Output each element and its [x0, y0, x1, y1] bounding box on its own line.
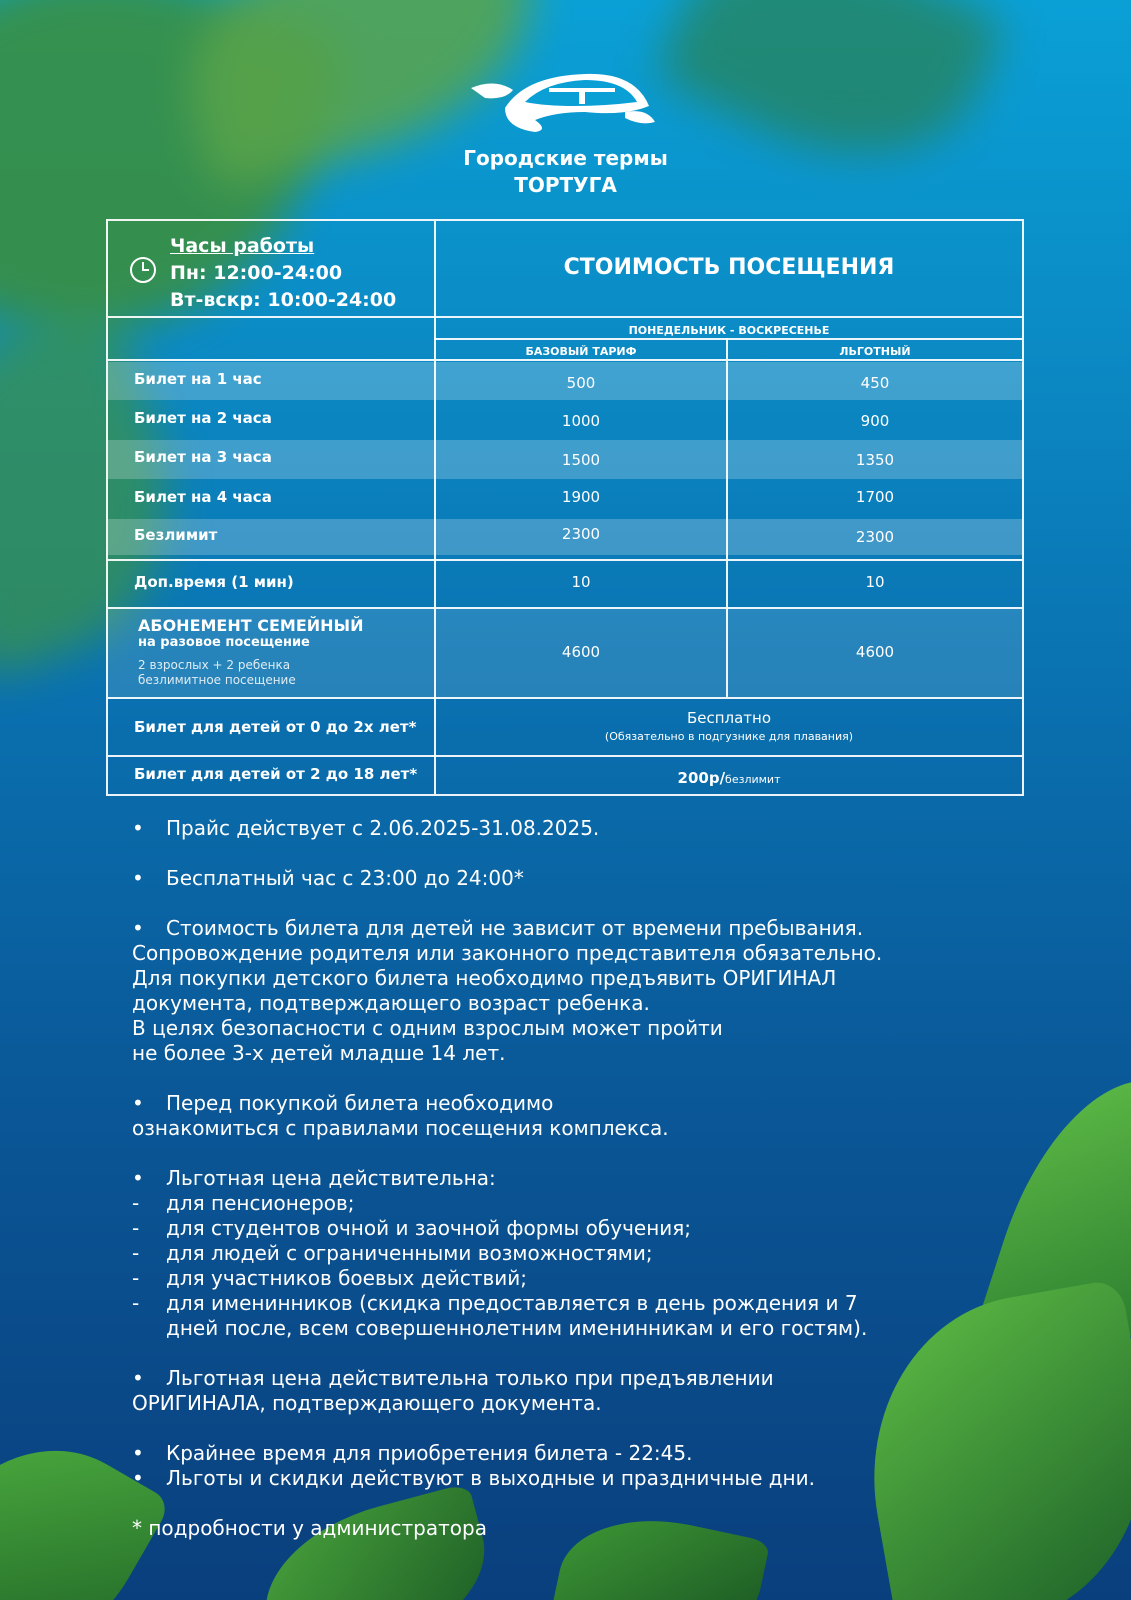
- note-text: В целях безопасности с одним взрослым может пройти: [132, 1016, 723, 1040]
- note-item: [132, 1441, 1012, 1466]
- dash: -: [132, 1266, 140, 1290]
- note-text: Льготы и скидки действуют в выходные и праздничные дни.: [166, 1466, 815, 1490]
- turtle-logo-icon: [465, 68, 665, 138]
- note-text: ОРИГИНАЛА, подтверждающего документа.: [132, 1391, 602, 1415]
- list-item: [132, 1291, 1012, 1316]
- price-discount: 1700: [855, 488, 895, 506]
- price-discount: 1350: [855, 451, 895, 469]
- dash: -: [132, 1241, 140, 1265]
- price-discount: 4600: [855, 643, 895, 661]
- bullet: •: [132, 1166, 144, 1190]
- col-discount-header: ЛЬГОТНЫЙ: [839, 345, 911, 358]
- list-item-continued: [132, 1316, 1012, 1341]
- price-base: 10: [571, 573, 591, 591]
- bullet: •: [132, 866, 144, 890]
- note-text: ознакомиться с правилами посещения комплекса.: [132, 1116, 669, 1140]
- list-item: [132, 1216, 1012, 1241]
- row-label: Билет на 4 часа: [134, 488, 272, 506]
- note-item: [132, 1466, 1012, 1491]
- col-base-header: БАЗОВЫЙ ТАРИФ: [525, 345, 637, 358]
- price-base: 2300: [561, 525, 601, 543]
- price-table: [106, 219, 1024, 796]
- row-label: Билет на 2 часа: [134, 409, 272, 427]
- price-discount: 450: [860, 374, 890, 392]
- brand-line-2: ТОРТУГА: [514, 173, 617, 197]
- kids-free-value: Бесплатно: [686, 709, 772, 727]
- row-label: Билет для детей от 2 до 18 лет*: [134, 765, 418, 783]
- note-item: [132, 916, 1012, 941]
- family-note: безлимитное посещение: [138, 673, 296, 687]
- family-title: АБОНЕМЕНТ СЕМЕЙНЫЙ: [138, 616, 364, 635]
- price-discount: 10: [865, 573, 885, 591]
- note-item: [132, 1166, 1012, 1191]
- brand-name: [0, 145, 1131, 199]
- working-hours: [170, 233, 396, 314]
- bullet: •: [132, 1441, 144, 1465]
- dash: -: [132, 1291, 140, 1315]
- bullet: •: [132, 1091, 144, 1115]
- note-text: документа, подтверждающего возраст ребенка.: [132, 991, 650, 1015]
- bullet: •: [132, 816, 144, 840]
- note-item: [132, 816, 1012, 841]
- note-text: Крайнее время для приобретения билета - 22:45.: [166, 1441, 693, 1465]
- price-discount: 2300: [855, 528, 895, 546]
- brand-line-1: Городские термы: [463, 146, 668, 170]
- family-subtitle: на разовое посещение: [138, 635, 310, 650]
- row-label: Билет для детей от 0 до 2х лет*: [134, 718, 417, 736]
- note-item: [132, 1366, 1012, 1391]
- list-text: для участников боевых действий;: [166, 1266, 528, 1290]
- price-base: 500: [566, 374, 596, 392]
- hours-monday: Пн: 12:00-24:00: [170, 262, 343, 284]
- note-text: Прайс действует с 2.06.2025-31.08.2025.: [166, 816, 600, 840]
- list-text: для людей с ограниченными возможностями;: [166, 1241, 653, 1265]
- kids-free-note: (Обязательно в подгузнике для плавания): [604, 730, 854, 743]
- cost-title: СТОИМОСТЬ ПОСЕЩЕНИЯ: [563, 255, 895, 280]
- note-text: не более 3-х детей младше 14 лет.: [132, 1041, 506, 1065]
- hours-tue-sun: Вт-вскр: 10:00-24:00: [170, 289, 397, 311]
- price-base: 4600: [561, 643, 601, 661]
- hours-title: Часы работы: [170, 235, 315, 257]
- list-text: для студентов очной и заочной формы обучения;: [166, 1216, 692, 1240]
- price-base: 1000: [561, 412, 601, 430]
- note-text: Для покупки детского билета необходимо предъявить ОРИГИНАЛ: [132, 966, 837, 990]
- bullet: •: [132, 1466, 144, 1490]
- note-text: Льготная цена действительна:: [166, 1166, 496, 1190]
- kids-price: [436, 769, 1022, 787]
- note-item: [132, 1091, 1012, 1116]
- days-header: ПОНЕДЕЛЬНИК - ВОСКРЕСЕНЬЕ: [628, 324, 830, 337]
- note-text: Перед покупкой билета необходимо: [166, 1091, 554, 1115]
- bullet: •: [132, 1366, 144, 1390]
- kids-price-unit: безлимит: [725, 773, 781, 786]
- price-discount: 900: [860, 412, 890, 430]
- family-note: 2 взрослых + 2 ребенка: [138, 658, 291, 672]
- list-item: [132, 1191, 1012, 1216]
- price-base: 1900: [561, 488, 601, 506]
- kids-price-value: 200р/: [677, 769, 726, 787]
- dash: -: [132, 1191, 140, 1215]
- note-text: Льготная цена действительна только при предъявлении: [166, 1366, 774, 1390]
- note-text: Стоимость билета для детей не зависит от времени пребывания.: [166, 916, 864, 940]
- price-base: 1500: [561, 451, 601, 469]
- row-label: Доп.время (1 мин): [134, 573, 294, 591]
- row-label: Билет на 1 час: [134, 370, 262, 388]
- dash: -: [132, 1216, 140, 1240]
- list-text: дней после, всем совершеннолетним именинникам и его гостям).: [166, 1316, 868, 1340]
- note-item: [132, 866, 1012, 891]
- list-text: для пенсионеров;: [166, 1191, 355, 1215]
- clock-icon: [130, 257, 156, 283]
- footnote: * подробности у администратора: [132, 1516, 487, 1540]
- list-item: [132, 1266, 1012, 1291]
- note-text: Сопровождение родителя или законного представителя обязательно.: [132, 941, 883, 965]
- row-label: Билет на 3 часа: [134, 448, 272, 466]
- note-text: Бесплатный час с 23:00 до 24:00*: [166, 866, 524, 890]
- list-text: для именинников (скидка предоставляется в день рождения и 7: [166, 1291, 858, 1315]
- notes-section: [132, 816, 1012, 1541]
- list-item: [132, 1241, 1012, 1266]
- row-label: Безлимит: [134, 526, 218, 544]
- bullet: •: [132, 916, 144, 940]
